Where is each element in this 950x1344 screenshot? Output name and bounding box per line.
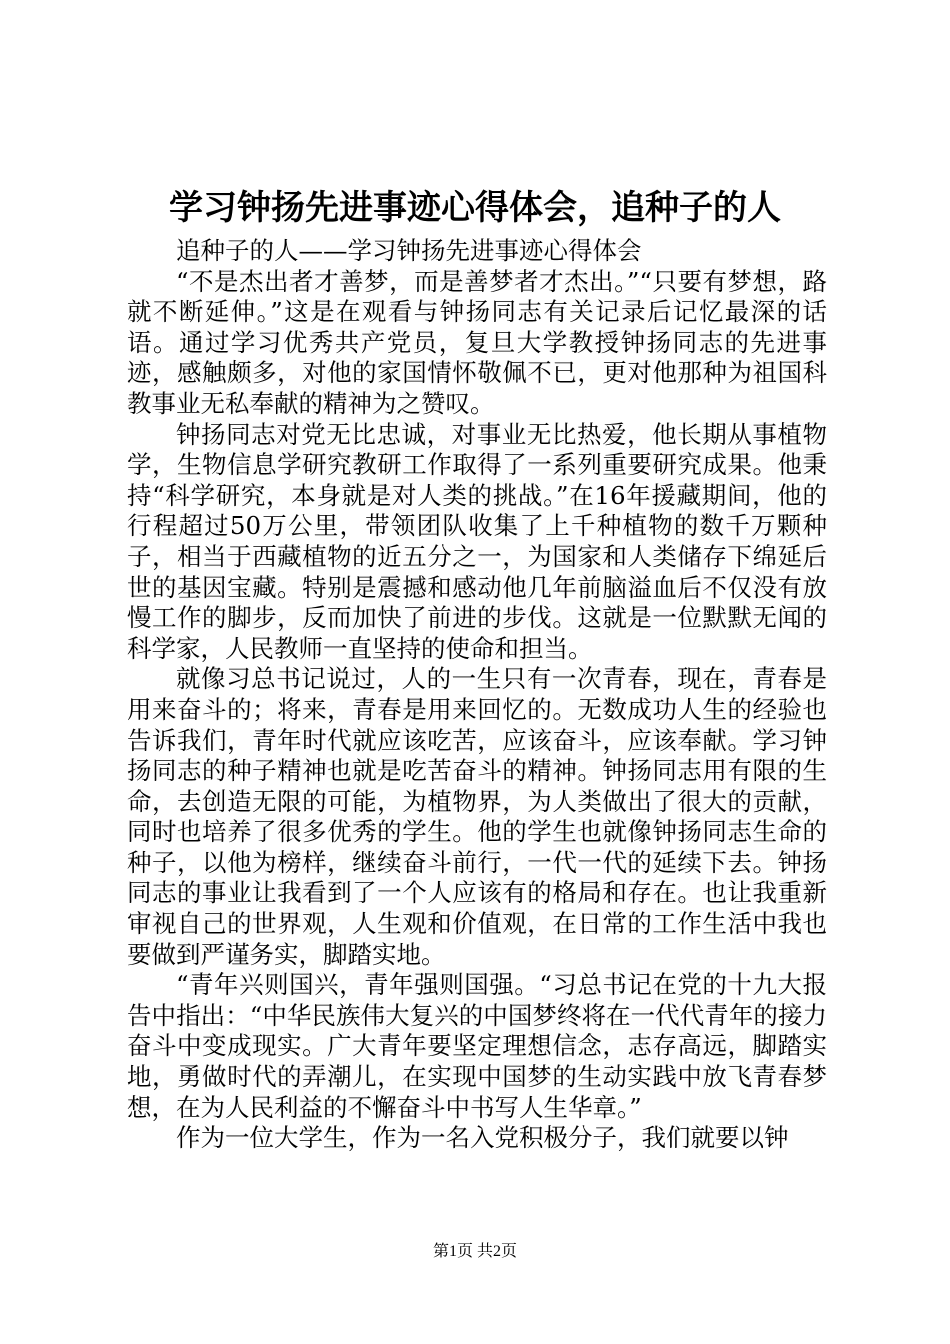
paragraph: “青年兴则国兴，青年强则国强。“习总书记在党的十九大报告中指出：“中华民族伟大复兴的中国梦终将在一代代青年的接力奋斗中变成现实。广大青年要坚定理想信念，志存高远，脚踏实地，勇做时代的弄潮儿，在实现中国梦的生动实践中放飞青春梦想，在为人民利益的不懈奋斗中书写人生华章。” xyxy=(127,970,827,1122)
paragraph: “不是杰出者才善梦，而是善梦者才杰出。”“只要有梦想，路就不断延伸。”这是在观看与钟扬同志有关记录后记忆最深的话语。通过学习优秀共产党员，复旦大学教授钟扬同志的先进事迹，感触颇多，对他的家国情怀敬佩不已，更对他那种为祖国科教事业无私奉献的精神为之赞叹。 xyxy=(127,266,827,418)
paragraph: 钟扬同志对党无比忠诚，对事业无比热爱，他长期从事植物学，生物信息学研究教研工作取得了一系列重要研究成果。他秉持“科学研究，本身就是对人类的挑战。”在16年援藏期间，他的行程超过50万公里，带领团队收集了上千种植物的数千万颗种子，相当于西藏植物的近五分之一，为国家和人类储存下绵延后世的基因宝藏。特别是震撼和感动他几年前脑溢血后不仅没有放慢工作的脚步，反而加快了前进的步伐。这就是一位默默无闻的科学家，人民教师一直坚持的使命和担当。 xyxy=(127,419,827,663)
document-subtitle: 追种子的人——学习钟扬先进事迹心得体会 xyxy=(176,236,642,265)
page-footer: 第1页 共2页 xyxy=(432,1243,517,1260)
paragraph: 作为一位大学生，作为一名入党积极分子，我们就要以钟 xyxy=(176,1123,789,1153)
document-title: 学习钟扬先进事迹心得体会，追种子的人 xyxy=(169,188,781,228)
document-body xyxy=(127,236,827,1154)
paragraph: 就像习总书记说过，人的一生只有一次青春，现在，青春是用来奋斗的；将来，青春是用来回忆的。无数成功人生的经验也告诉我们，青年时代就应该吃苦，应该奋斗，应该奉献。学习钟扬同志的种子精神也就是吃苦奋斗的精神。钟扬同志用有限的生命，去创造无限的可能，为植物界，为人类做出了很大的贡献，同时也培养了很多优秀的学生。他的学生也就像钟扬同志生命的种子，以他为榜样，继续奋斗前行，一代一代的延续下去。钟扬同志的事业让我看到了一个人应该有的格局和存在。也让我重新审视自己的世界观，人生观和价值观，在日常的工作生活中我也要做到严谨务实，脚踏实地。 xyxy=(127,664,827,969)
